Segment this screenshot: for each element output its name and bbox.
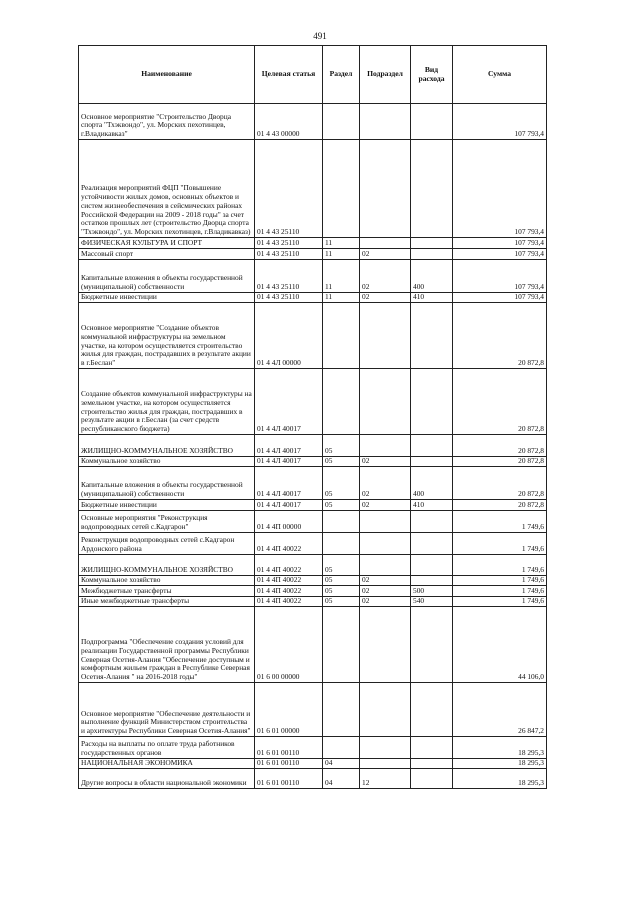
table-row [79, 737, 547, 759]
cell-section [323, 104, 360, 140]
table-row [79, 293, 547, 303]
cell-name: Создание объектов коммунальной инфраструктуры на земельном участке, на котором осуществляется строительство жилья для граждан, пострадавших в результате акции в г.Беслан (за счет средств республиканского бюджета) [79, 369, 255, 435]
cell-target-code: 01 4 43 25110 [255, 293, 323, 303]
table-row [79, 369, 547, 435]
table-row [79, 555, 547, 576]
cell-target-code: 01 4 43 25110 [255, 260, 323, 293]
cell-expense-type: 540 [411, 597, 453, 607]
cell-expense-type [411, 683, 453, 737]
table-row [79, 457, 547, 467]
cell-sum: 107 793,4 [453, 238, 547, 249]
cell-section [323, 737, 360, 759]
cell-section: 05 [323, 467, 360, 500]
cell-expense-type [411, 369, 453, 435]
cell-section [323, 369, 360, 435]
cell-subsection: 02 [360, 249, 411, 260]
cell-expense-type [411, 511, 453, 533]
cell-sum: 18 295,3 [453, 759, 547, 769]
cell-sum: 107 793,4 [453, 293, 547, 303]
cell-section: 11 [323, 249, 360, 260]
cell-name: Основные мероприятия "Реконструкция водопроводных сетей с.Кадгарон" [79, 511, 255, 533]
cell-expense-type [411, 238, 453, 249]
cell-target-code: 01 4 4П 40022 [255, 533, 323, 555]
table-row [79, 511, 547, 533]
table-row [79, 576, 547, 586]
cell-target-code: 01 4 4П 40022 [255, 586, 323, 597]
cell-sum: 107 793,4 [453, 249, 547, 260]
header-section: Раздел [323, 46, 360, 104]
cell-target-code: 01 4 4П 40022 [255, 576, 323, 586]
cell-name: ЖИЛИЩНО-КОММУНАЛЬНОЕ ХОЗЯЙСТВО [79, 435, 255, 457]
cell-subsection: 02 [360, 293, 411, 303]
cell-name: НАЦИОНАЛЬНАЯ ЭКОНОМИКА [79, 759, 255, 769]
table-row [79, 533, 547, 555]
cell-target-code: 01 4 4Л 00000 [255, 303, 323, 369]
header-name: Наименование [79, 46, 255, 104]
table-row [79, 500, 547, 511]
cell-section: 04 [323, 759, 360, 769]
table-row [79, 260, 547, 293]
cell-name: Основное мероприятие "Создание объектов коммунальной инфраструктуры на земельном участке, на котором осуществляется строительство жилья для граждан, пострадавших в результате акции в г.Беслан" [79, 303, 255, 369]
cell-sum: 1 749,6 [453, 555, 547, 576]
cell-name: Иные межбюджетные трансферты [79, 597, 255, 607]
cell-section [323, 140, 360, 238]
cell-subsection: 02 [360, 457, 411, 467]
cell-target-code: 01 4 4Л 40017 [255, 500, 323, 511]
cell-subsection: 02 [360, 597, 411, 607]
cell-name: Бюджетные инвестиции [79, 293, 255, 303]
cell-subsection [360, 104, 411, 140]
table-row [79, 249, 547, 260]
table-row [79, 769, 547, 789]
table-row [79, 467, 547, 500]
cell-target-code: 01 4 4Л 40017 [255, 457, 323, 467]
cell-section: 05 [323, 555, 360, 576]
cell-section [323, 303, 360, 369]
cell-name: Коммунальное хозяйство [79, 457, 255, 467]
header-sum: Сумма [453, 46, 547, 104]
cell-name: Массовый спорт [79, 249, 255, 260]
cell-section: 11 [323, 238, 360, 249]
cell-section [323, 607, 360, 683]
cell-name: Капитальные вложения в объекты государственной (муниципальной) собственности [79, 467, 255, 500]
table-row [79, 238, 547, 249]
cell-target-code: 01 4 43 25110 [255, 238, 323, 249]
cell-sum: 1 749,6 [453, 597, 547, 607]
cell-subsection [360, 238, 411, 249]
cell-sum: 44 106,0 [453, 607, 547, 683]
cell-target-code: 01 4 4П 40022 [255, 555, 323, 576]
cell-expense-type [411, 533, 453, 555]
header-expense-type: Вид расхода [411, 46, 453, 104]
cell-sum: 107 793,4 [453, 140, 547, 238]
table-row [79, 303, 547, 369]
cell-expense-type [411, 249, 453, 260]
cell-target-code: 01 4 43 25110 [255, 140, 323, 238]
table-row [79, 759, 547, 769]
cell-name: Коммунальное хозяйство [79, 576, 255, 586]
cell-expense-type [411, 555, 453, 576]
table-row [79, 435, 547, 457]
cell-expense-type: 500 [411, 586, 453, 597]
cell-expense-type: 410 [411, 293, 453, 303]
cell-expense-type [411, 104, 453, 140]
cell-section: 05 [323, 586, 360, 597]
cell-name: Бюджетные инвестиции [79, 500, 255, 511]
cell-target-code: 01 6 01 00110 [255, 737, 323, 759]
cell-section: 05 [323, 500, 360, 511]
cell-expense-type [411, 759, 453, 769]
cell-subsection [360, 435, 411, 457]
cell-name: Другие вопросы в области национальной экономики [79, 769, 255, 789]
table-row [79, 607, 547, 683]
table-body [79, 104, 547, 789]
cell-target-code: 01 4 4Л 40017 [255, 369, 323, 435]
cell-sum: 1 749,6 [453, 511, 547, 533]
cell-subsection [360, 555, 411, 576]
cell-name: ЖИЛИЩНО-КОММУНАЛЬНОЕ ХОЗЯЙСТВО [79, 555, 255, 576]
table-row [79, 586, 547, 597]
table-row [79, 104, 547, 140]
table-row [79, 140, 547, 238]
cell-name: Основное мероприятие "Обеспечение деятельности и выполнение функций Министерством строительства и архитектуры Республики Северная Осетия-Алания" [79, 683, 255, 737]
cell-target-code: 01 4 43 25110 [255, 249, 323, 260]
cell-expense-type [411, 576, 453, 586]
cell-subsection: 02 [360, 586, 411, 597]
cell-expense-type [411, 303, 453, 369]
cell-subsection [360, 369, 411, 435]
cell-target-code: 01 4 4П 40022 [255, 597, 323, 607]
cell-name: Подпрограмма "Обеспечение создания условий для реализации Государственной программы Республики Северная Осетия-Алания "Обеспечение доступным и комфортным жильем граждан в Республике Северная Осетия-Алания " на 2016-2018 годы" [79, 607, 255, 683]
budget-table [78, 45, 547, 789]
cell-expense-type [411, 457, 453, 467]
table-row [79, 683, 547, 737]
cell-section: 05 [323, 457, 360, 467]
cell-subsection: 02 [360, 260, 411, 293]
cell-target-code: 01 4 4Л 40017 [255, 467, 323, 500]
cell-subsection [360, 533, 411, 555]
cell-subsection [360, 303, 411, 369]
cell-target-code: 01 6 01 00000 [255, 683, 323, 737]
cell-expense-type: 400 [411, 467, 453, 500]
table-row [79, 597, 547, 607]
cell-section: 05 [323, 576, 360, 586]
cell-subsection [360, 607, 411, 683]
cell-expense-type [411, 140, 453, 238]
cell-sum: 20 872,8 [453, 457, 547, 467]
cell-sum: 20 872,8 [453, 435, 547, 457]
cell-name: ФИЗИЧЕСКАЯ КУЛЬТУРА И СПОРТ [79, 238, 255, 249]
cell-sum: 20 872,8 [453, 369, 547, 435]
cell-expense-type: 410 [411, 500, 453, 511]
cell-target-code: 01 4 4П 00000 [255, 511, 323, 533]
cell-sum: 20 872,8 [453, 303, 547, 369]
cell-expense-type: 400 [411, 260, 453, 293]
cell-subsection: 02 [360, 576, 411, 586]
cell-sum: 1 749,6 [453, 576, 547, 586]
cell-name: Реконструкция водопроводных сетей с.Кадгарон Ардонского района [79, 533, 255, 555]
cell-subsection [360, 737, 411, 759]
cell-sum: 20 872,8 [453, 467, 547, 500]
cell-sum: 18 295,3 [453, 769, 547, 789]
cell-sum: 107 793,4 [453, 260, 547, 293]
cell-target-code: 01 6 01 00110 [255, 759, 323, 769]
cell-sum: 107 793,4 [453, 104, 547, 140]
cell-section: 04 [323, 769, 360, 789]
cell-expense-type [411, 435, 453, 457]
cell-subsection: 02 [360, 467, 411, 500]
cell-section [323, 511, 360, 533]
header-subsection: Подраздел [360, 46, 411, 104]
cell-subsection [360, 759, 411, 769]
cell-section [323, 533, 360, 555]
cell-sum: 1 749,6 [453, 586, 547, 597]
cell-name: Межбюджетные трансферты [79, 586, 255, 597]
cell-name: Капитальные вложения в объекты государственной (муниципальной) собственности [79, 260, 255, 293]
cell-target-code: 01 6 00 00000 [255, 607, 323, 683]
cell-sum: 26 847,2 [453, 683, 547, 737]
cell-expense-type [411, 607, 453, 683]
cell-subsection [360, 140, 411, 238]
cell-target-code: 01 4 43 00000 [255, 104, 323, 140]
cell-section: 05 [323, 435, 360, 457]
cell-expense-type [411, 737, 453, 759]
cell-subsection: 12 [360, 769, 411, 789]
cell-expense-type [411, 769, 453, 789]
table-header-row [79, 46, 547, 104]
cell-sum: 18 295,3 [453, 737, 547, 759]
cell-sum: 1 749,6 [453, 533, 547, 555]
cell-target-code: 01 4 4Л 40017 [255, 435, 323, 457]
cell-section: 11 [323, 293, 360, 303]
cell-subsection: 02 [360, 500, 411, 511]
cell-target-code: 01 6 01 00110 [255, 769, 323, 789]
cell-section: 11 [323, 260, 360, 293]
cell-name: Основное мероприятие "Строительство Дворца спорта "Тхэквондо", ул. Морских пехотинцев, г.Владикавказ" [79, 104, 255, 140]
cell-name: Реализация мероприятий ФЦП "Повышение устойчивости жилых домов, основных объектов и систем жизнеобеспечения в сейсмических районах Российской Федерации на 2009 - 2018 годы" за счет остатков прошлых лет (строительство Дворца спорта "Тхэквондо", ул. Морских пехотинцев, г.Владикавказ) [79, 140, 255, 238]
cell-subsection [360, 511, 411, 533]
cell-section [323, 683, 360, 737]
cell-sum: 20 872,8 [453, 500, 547, 511]
page-number: 491 [313, 31, 327, 41]
cell-name: Расходы на выплаты по оплате труда работников государственных органов [79, 737, 255, 759]
cell-subsection [360, 683, 411, 737]
header-target-code: Целевая статья [255, 46, 323, 104]
cell-section: 05 [323, 597, 360, 607]
